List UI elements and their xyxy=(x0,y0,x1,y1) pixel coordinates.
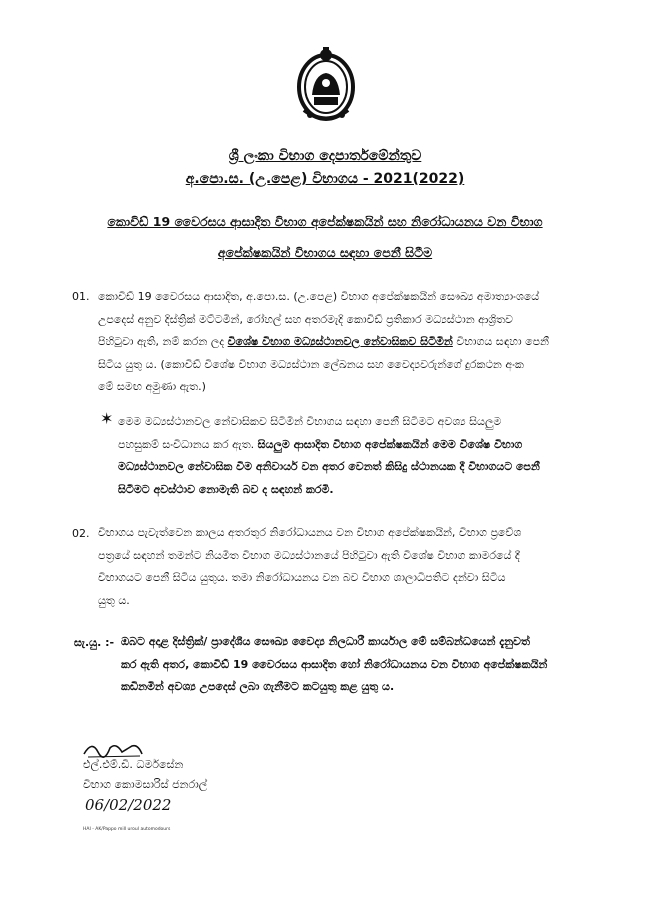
reference-code: HAI - AK/Pappo mill uroul automodours xyxy=(83,827,171,832)
star-bullet-icon: ✶ xyxy=(100,409,114,428)
note-line: මෙම මධ්‍යස්ථානවල නේවාසිකව සිටිමින් විභාගය සඳහා පෙනී සිටීමට අවශ්‍ය සියලුම xyxy=(118,415,502,428)
section-2-line: යුතු ය. xyxy=(98,593,130,607)
handwritten-signature xyxy=(82,738,144,760)
notice-line: ඔබට අදාළ දිස්ත්‍රික්/ ප්‍රාදේශීය සෞඛ්‍ය වෛද්‍ය නිලධාරී කාර්යාල මේ සම්බන්ධයෙන් දැනුවත් xyxy=(121,635,530,648)
national-emblem-icon xyxy=(290,45,362,125)
notice-line: කර ඇති අතර, කොවිඩ් 19 වෛරසය ආසාදිත හෝ නිරෝධායනය වන විභාග අපේක්ෂකයින් xyxy=(121,657,548,671)
section-1-line: මේ සමඟ අමුණා ඇත.) xyxy=(98,380,206,393)
section-1-line: සිටිය යුතු ය. (කොවිඩ් විශේෂ විභාග මධ්‍යස්ථාන ලේඛනය සහ වෛද්‍යවරුන්ගේ දුරකථන අංක xyxy=(98,357,524,371)
note-line: මධ්‍යස්ථානවල නේවාසික වීම අනිවාර්ය වන අතර වෙනත් කිසිදු ස්ථානයක දී විභාගයට පෙනී xyxy=(118,460,540,473)
notice-line: කඩිනමින් අවශ්‍ය උපදෙස් ලබා ගැනීමට කටයුතු කළ යුතු ය. xyxy=(121,680,395,693)
section-1-number: 01. xyxy=(72,290,90,303)
section-2-line: පත්‍රයේ සඳහන් තමන්ට නියමිත විභාග මධ්‍යස්ථානයේ පිහිටුවා ඇති විශේෂ විභාග කාමරයේ දී xyxy=(98,548,520,562)
section-1-line: කොවිඩ් 19 වෛරසය ආසාදිත, අ.පො.ස. (උ.පෙළ) විභාග අපේක්ෂකයින් සෞඛ්‍ය අමාත්‍යාංශයේ xyxy=(98,290,540,303)
notice-paragraph xyxy=(121,631,602,699)
note-label: සැ.යු. :- xyxy=(74,636,115,649)
department-name: ශ්‍රී ලංකා විභාග දෙපාර්තමේන්තුව xyxy=(228,148,422,164)
exam-title: අ.පො.ස. (උ.පෙළ) විභාගය - 2021(2022) xyxy=(185,171,465,187)
emphasis-text: විශේෂ විභාග මධ්‍යස්ථානවල නේවාසිකව සිටිමින් xyxy=(227,335,453,348)
subject-line-1: කොවිඩ් 19 වෛරසය ආසාදිත විභාග අපේක්ෂකයින් සහ නිරෝධායනය වන විභාග xyxy=(107,214,543,229)
section-2-paragraph xyxy=(98,522,600,612)
section-2-line: විභාගයට පෙනී සිටිය යුතුය. තමා නිරෝධායනය වන බව විභාග ශාලාධිපතිට දන්වා සිටිය xyxy=(98,571,506,584)
note-paragraph xyxy=(118,411,602,501)
subject-line-2: අපේක්ෂකයින් විභාගය සඳහා පෙනී සිටීම xyxy=(217,245,433,260)
section-2-line: විභාගය පැවැත්වෙන කාලය අතරතුර නිරෝධායනය වන විභාග අපේක්ෂකයින්, විභාග ප්‍රවේශ xyxy=(98,526,522,539)
note-line: සිටීමට අවස්ථාව නොමැති බව ද සඳහන් කරමි. xyxy=(118,482,334,496)
note-line: පහසුකම් සංවිධානය කර ඇත. සියලුම ආසාදිත විභාග අපේක්ෂකයින් මෙම විශේෂ විභාග xyxy=(118,437,523,451)
section-1-paragraph xyxy=(98,286,600,399)
section-2-number: 02. xyxy=(72,527,90,540)
signatory-name: එල්.එම්.ඩී. ධර්මසේන xyxy=(83,758,184,771)
section-1-line: උපදෙස් අනුව දිස්ත්‍රික් මට්ටමින්, රෝහල් සහ අතරමැදි කොවිඩ් ප්‍රතිකාර මධ්‍යස්ථාන ආශ්‍රිතව xyxy=(98,312,513,326)
signature-date: 06/02/2022 xyxy=(85,796,172,814)
signatory-title: විභාග කොමසාරිස් ජනරාල් xyxy=(83,778,208,791)
section-1-line: පිහිටුවා ඇති, නම් කරන ලද විශේෂ විභාග මධ්‍යස්ථානවල නේවාසිකව සිටිමින් විභාගය සඳහා පෙනී xyxy=(98,335,549,348)
